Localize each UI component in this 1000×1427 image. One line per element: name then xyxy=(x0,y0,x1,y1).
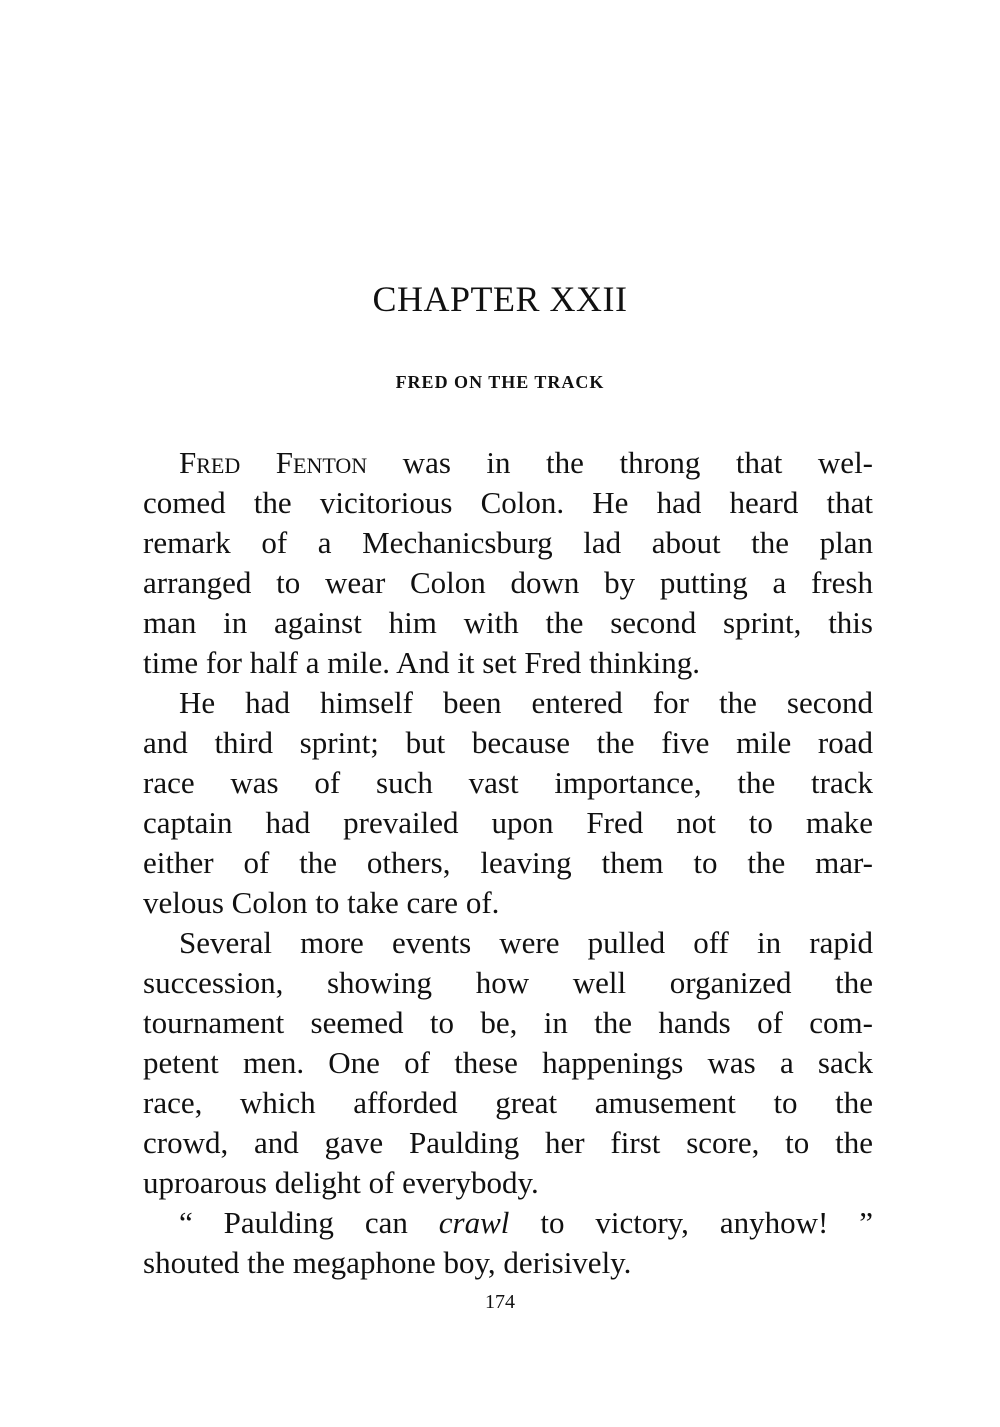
chapter-title: CHAPTER XXII xyxy=(372,279,628,319)
text-segment: “ Paulding can xyxy=(179,1205,439,1240)
text-segment: time for half a mile. And it set Fred thinking. xyxy=(143,645,701,680)
page-number: 174 xyxy=(485,1291,515,1313)
text-line xyxy=(143,803,873,843)
text-line xyxy=(143,843,873,883)
text-line xyxy=(143,683,873,723)
text-line xyxy=(143,643,873,683)
text-segment: arranged to wear Colon down by putting a fresh xyxy=(143,565,873,600)
text-segment: Fred Fenton xyxy=(179,445,368,480)
text-line xyxy=(143,963,873,1003)
text-segment: uproarous delight of everybody. xyxy=(143,1165,539,1200)
text-segment: Several more events were pulled off in rapid xyxy=(179,925,873,960)
text-line xyxy=(143,883,873,923)
text-segment: and third sprint; but because the five mile road xyxy=(143,725,873,760)
text-segment: crowd, and gave Paulding her first score, to the xyxy=(143,1125,873,1160)
text-line xyxy=(143,1123,873,1163)
text-segment: was in the throng that wel- xyxy=(367,445,874,480)
text-segment: shouted the megaphone boy, derisively. xyxy=(143,1245,632,1280)
text-line xyxy=(143,603,873,643)
text-segment: He had himself been entered for the second xyxy=(179,685,873,720)
text-segment: race, which afforded great amusement to the xyxy=(143,1085,873,1120)
text-line xyxy=(143,1203,873,1243)
text-segment: captain had prevailed upon Fred not to make xyxy=(143,805,873,840)
text-segment: comed the vicitorious Colon. He had heard that xyxy=(143,485,873,520)
emphasized-text: crawl xyxy=(438,1205,510,1240)
text-line xyxy=(143,1003,873,1043)
text-line xyxy=(143,1043,873,1083)
text-line xyxy=(143,443,873,483)
chapter-subtitle: FRED ON THE TRACK xyxy=(395,372,605,392)
body-text xyxy=(143,443,873,1283)
text-segment: either of the others, leaving them to the mar- xyxy=(143,845,873,880)
text-segment: tournament seemed to be, in the hands of com- xyxy=(143,1005,873,1040)
text-line xyxy=(143,483,873,523)
text-line xyxy=(143,523,873,563)
text-line xyxy=(143,763,873,803)
text-line xyxy=(143,1243,873,1283)
text-line xyxy=(143,1163,873,1203)
text-line xyxy=(143,1083,873,1123)
text-segment: to victory, anyhow! ” xyxy=(509,1205,873,1240)
text-segment: velous Colon to take care of. xyxy=(143,885,500,920)
text-segment: remark of a Mechanicsburg lad about the plan xyxy=(143,525,873,560)
text-segment: petent men. One of these happenings was a sack xyxy=(143,1045,873,1080)
text-segment: race was of such vast importance, the track xyxy=(143,765,873,800)
text-line xyxy=(143,723,873,763)
text-line xyxy=(143,923,873,963)
text-segment: succession, showing how well organized the xyxy=(143,965,873,1000)
text-line xyxy=(143,563,873,603)
text-segment: man in against him with the second sprint, this xyxy=(143,605,873,640)
